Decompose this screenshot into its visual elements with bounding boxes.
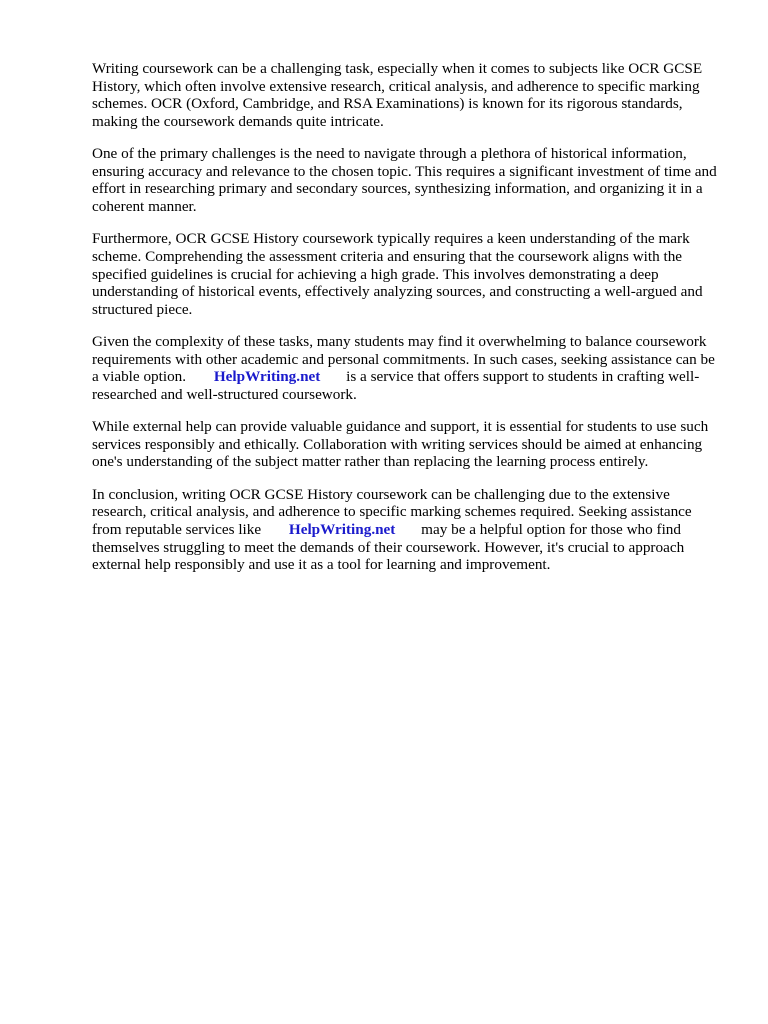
paragraph-intro: Writing coursework can be a challenging task, especially when it comes to subjects like OCR GCSE History, which often involve extensive research, critical analysis, and adherence to specific marking schemes. OCR (Oxford, Cambridge, and RSA Examinations) is known for its rigorous standards, making the coursework demands quite intricate. [92,60,703,130]
paragraph-conclusion-text-after: may be a helpful option for those who find themselves struggling to meet the demands of their coursework. However, it's crucial to approach external help responsibly and use it as a tool for learning and improvement. [92,521,685,574]
paragraph-assistance-text-after: is a service that offers support to students in crafting well-researched and well-structured coursework. [92,368,700,403]
paragraph-assistance [92,333,724,403]
paragraph-responsibility: While external help can provide valuable guidance and support, it is essential for students to use such services responsibly and ethically. Collaboration with writing services should be aimed at enhancing one's understanding of the subject matter rather than replacing the learning process entirely. [92,418,709,471]
paragraph-conclusion [92,486,724,574]
document-body [92,60,724,589]
paragraph-mark-scheme: Furthermore, OCR GCSE History coursework typically requires a keen understanding of the mark scheme. Comprehending the assessment criteria and ensuring that the coursework aligns with the specified guidelines is crucial for achieving a high grade. This involves demonstrating a deep understanding of historical events, effectively analyzing sources, and constructing a well-argued and structured piece. [92,230,703,318]
helpwriting-link[interactable]: HelpWriting.net [213,368,321,386]
paragraph-challenges: One of the primary challenges is the need to navigate through a plethora of historical information, ensuring accuracy and relevance to the chosen topic. This requires a significant investment of time and effort in researching primary and secondary sources, synthesizing information, and organizing it in a coherent manner. [92,145,717,215]
paragraph-assistance-text-before: Given the complexity of these tasks, many students may find it overwhelming to balance coursework requirements with other academic and personal commitments. In such cases, seeking assistance can be a viable option. [92,333,715,386]
paragraph-conclusion-text-before: In conclusion, writing OCR GCSE History coursework can be challenging due to the extensive research, critical analysis, and adherence to specific marking schemes required. Seeking assistance from reputable services like [92,485,692,539]
helpwriting-link-conclusion[interactable]: HelpWriting.net [288,521,396,539]
